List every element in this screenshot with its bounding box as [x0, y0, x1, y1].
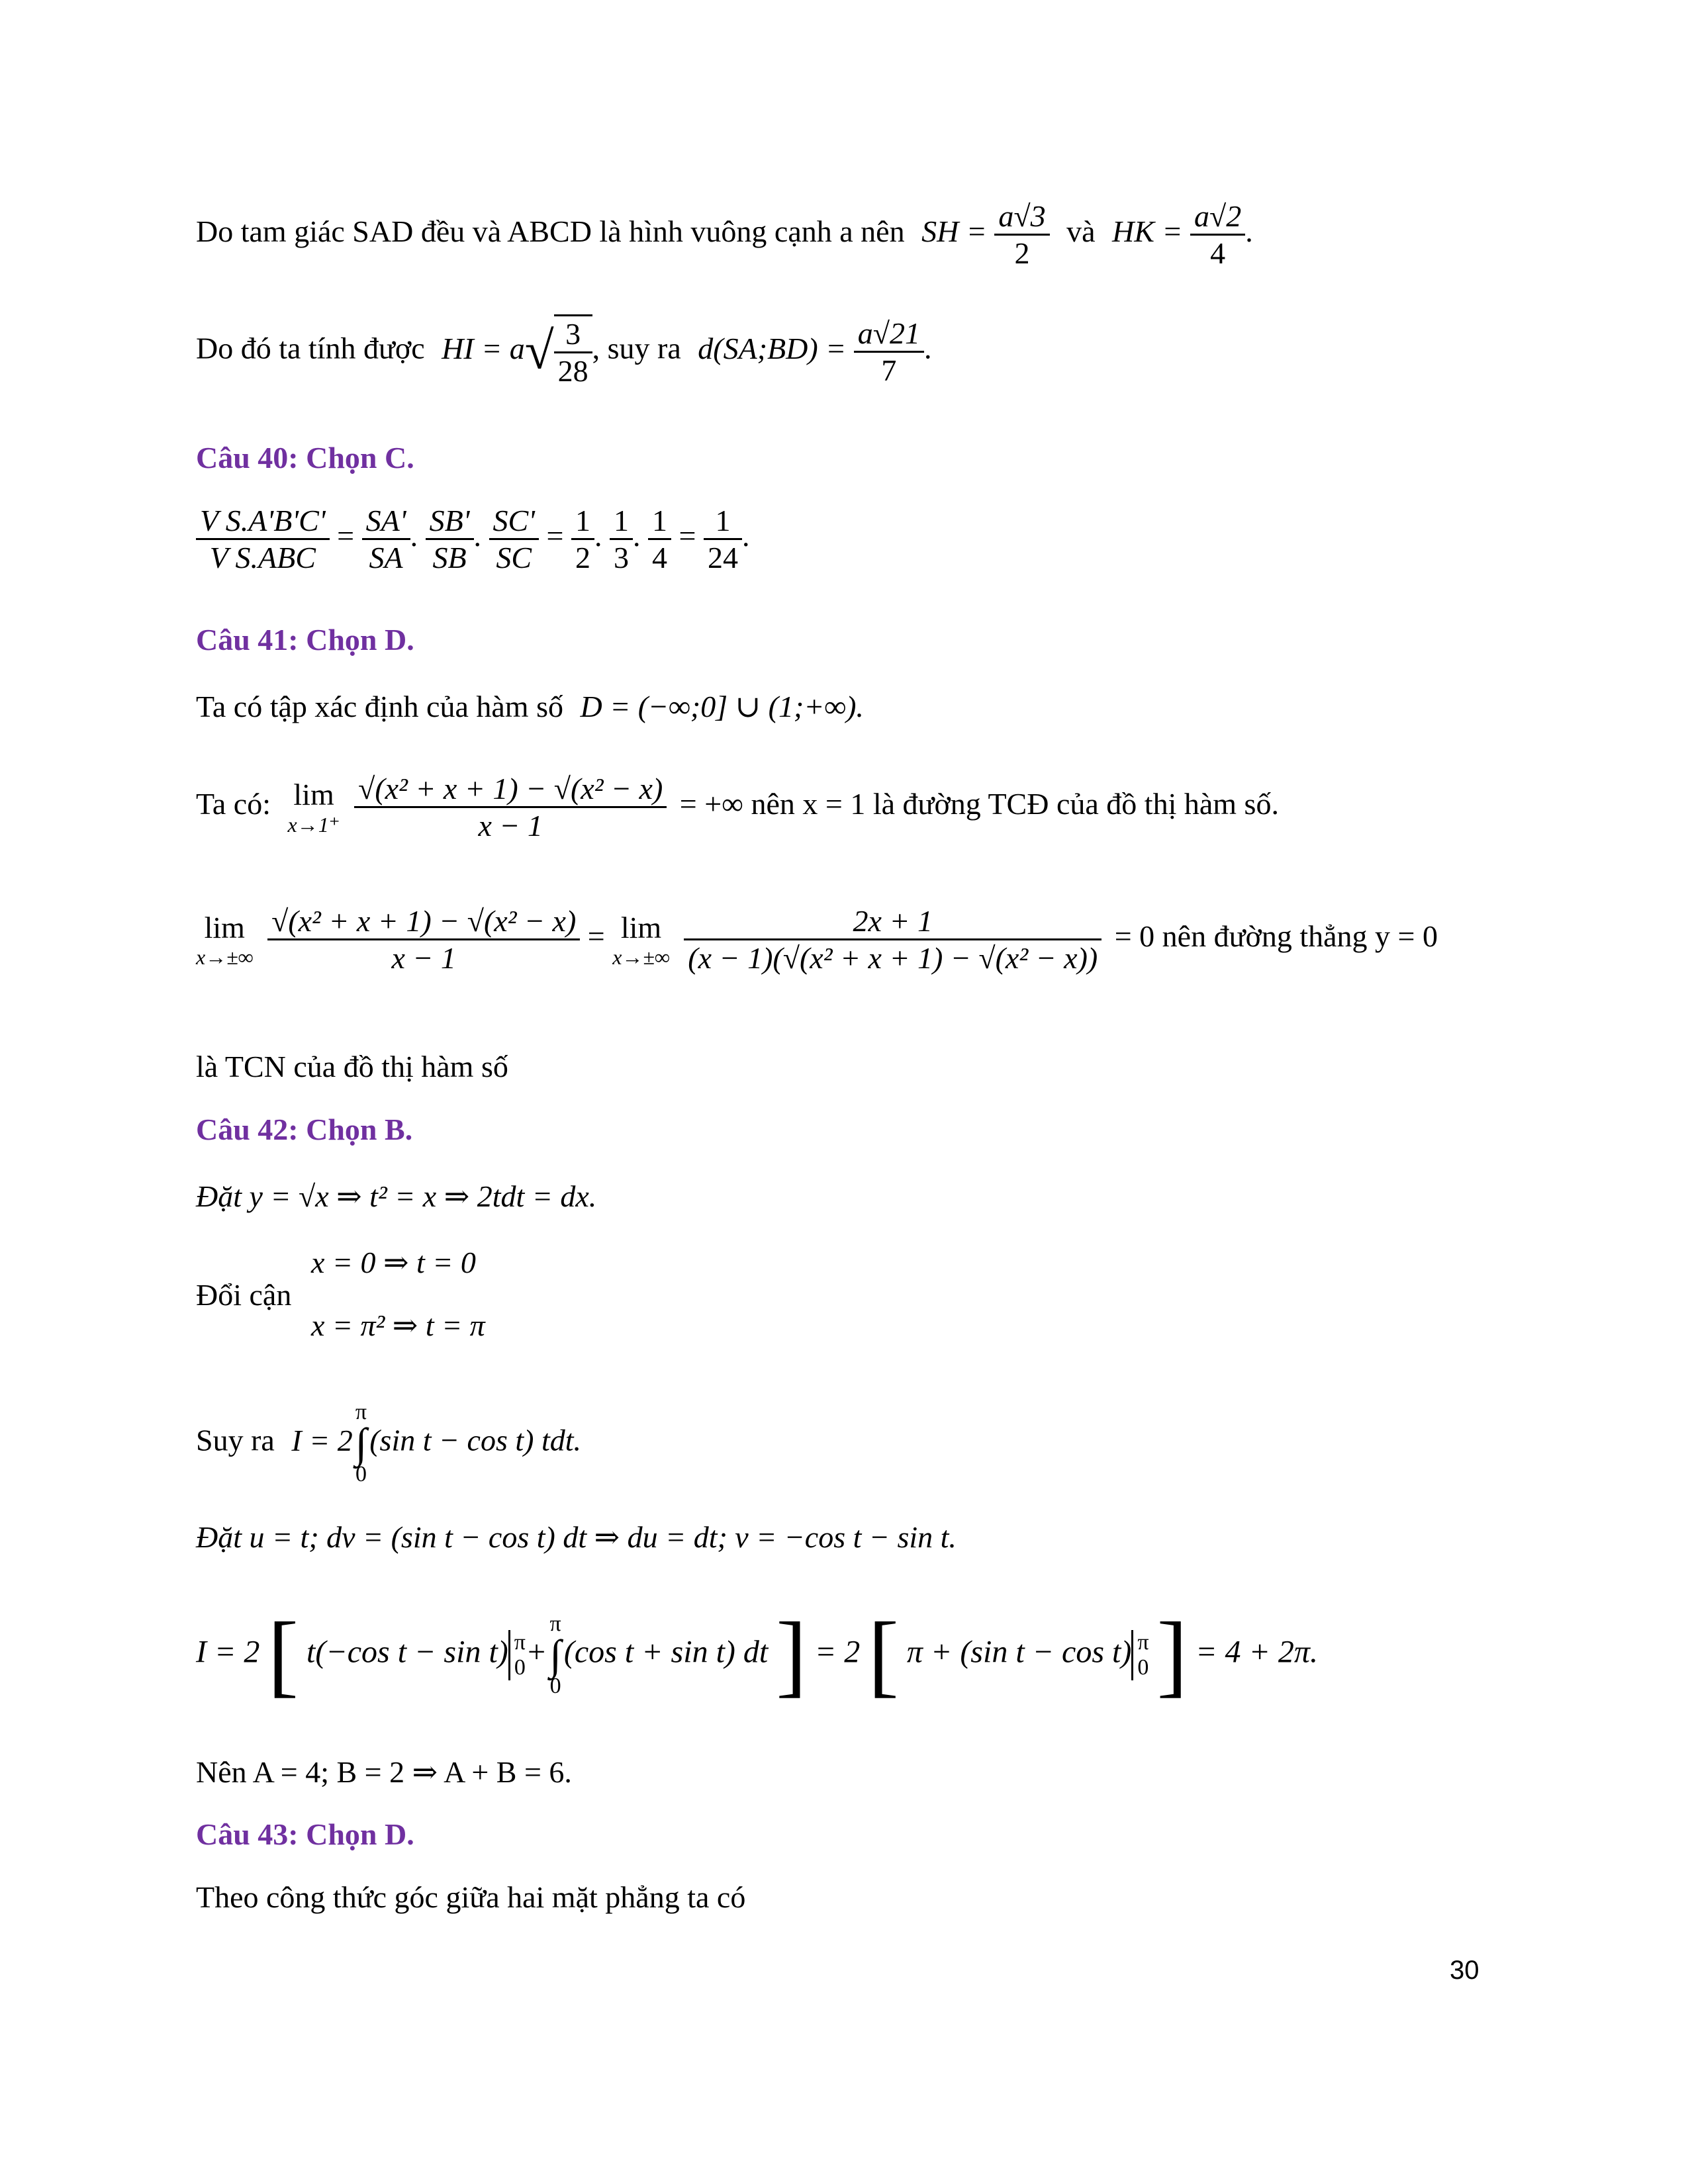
lim2a-den: x − 1 [267, 938, 580, 976]
bracket-close-2: ] [1156, 1604, 1188, 1706]
eval-bar-2 [1131, 1630, 1149, 1680]
page-number: 30 [1450, 1956, 1479, 1985]
third-den: 3 [610, 538, 633, 575]
domain-text: Ta có tập xác định của hàm số [196, 690, 563, 723]
q42-doi-can: Đổi cận [196, 1278, 292, 1312]
big-e: = 2 [814, 1634, 861, 1670]
integral2-symbol: ∫ [549, 1631, 561, 1678]
d-den: 7 [854, 351, 924, 388]
hi-num: 3 [565, 317, 581, 351]
q41-limit-1 [196, 771, 1279, 843]
lim2a-num: √(x² + x + 1) − √(x² − x) [271, 904, 577, 938]
bracket-open-2: [ [868, 1604, 899, 1706]
q40-volume-ratio: $\frac{\text{V S.A'B'C'}}{\text{V S.ABC}}$ = $\frac{SA'}{SA}$ . $\frac{SB'}{SB}$ . $\frac{SC'}{SC}$ = $\frac{1}{2}$ . $\frac{1}{3}$ . $\frac{1}{4}$ = $\frac{1}{24}$ . [196, 503, 749, 575]
eval1-lower: 0 [514, 1655, 526, 1680]
lim2-sub: x→±∞ [196, 944, 254, 969]
p2-line: Do đó ta tính được HI = a√ $\frac{3}{28}$ , suy ra d(SA;BD) = $\frac{a√21}{7}$ . [196, 314, 931, 388]
quarter-num: 1 [651, 504, 667, 537]
ratio-sc [489, 503, 539, 575]
q41-heading: Câu 41: Chọn D. [196, 623, 414, 657]
q41-line3: là TCN của đồ thị hàm số [196, 1050, 508, 1083]
big-f: π + (sin t − cos t) [906, 1634, 1132, 1670]
ratio-sa-num: SA' [365, 504, 406, 537]
q42-can2: x = π² ⇒ t = π [311, 1308, 485, 1342]
lim1-num: √(x² + x + 1) − √(x² − x) [358, 772, 663, 805]
sh-num: a√3 [998, 199, 1046, 233]
integral-upper: π [355, 1400, 367, 1424]
hk-num: a√2 [1194, 199, 1242, 233]
big-g: = 4 + 2π. [1196, 1634, 1318, 1670]
va-word: và [1066, 214, 1096, 249]
d-num: a√21 [857, 316, 920, 350]
big-c: + [525, 1634, 547, 1670]
integral-lower: 0 [355, 1462, 367, 1486]
integral-body: (sin t − cos t) tdt. [369, 1423, 582, 1457]
bracket-open-1: [ [267, 1604, 299, 1706]
q42-suy-ra-line [196, 1400, 581, 1487]
hi-fraction [554, 314, 592, 388]
q42-nen: Nên A = 4; B = 2 ⇒ A + B = 6. [196, 1755, 572, 1789]
line2-suffix: = 0 nên đường thẳng y = 0 [1114, 919, 1438, 954]
q40-heading: Câu 40: Chọn C. [196, 441, 414, 475]
big-d: (cos t + sin t) dt [563, 1634, 769, 1670]
result-num: 1 [715, 504, 731, 537]
third-num: 1 [613, 504, 629, 537]
lim2b-num: 2x + 1 [853, 904, 933, 938]
quarter-den: 4 [648, 538, 671, 575]
hk-fraction [1190, 199, 1245, 271]
lim3-sub: x→±∞ [612, 944, 670, 969]
integral-sign [355, 1400, 367, 1487]
lim2-label: lim [204, 910, 245, 944]
ratio-sb-num: SB' [429, 504, 470, 537]
half-den: 2 [571, 538, 594, 575]
integral-symbol: ∫ [355, 1420, 367, 1467]
q42-dat1: Đặt y = √x ⇒ t² = x ⇒ 2tdt = dx. [196, 1179, 597, 1213]
d-fraction [854, 316, 924, 388]
p1-line: Do tam giác SAD đều và ABCD là hình vuông cạnh a nên SH = $\frac{a√3}{2}$ và HK = $\frac{a√2}{4}$ . [196, 199, 1253, 270]
num-quarter [648, 503, 671, 575]
suy-ra-2: Suy ra [196, 1423, 275, 1457]
q42-big-equation [196, 1602, 1318, 1708]
q42-can1: x = 0 ⇒ t = 0 [311, 1246, 476, 1279]
volume-fraction [196, 503, 330, 575]
q42-dat2: Đặt u = t; dv = (sin t − cos t) dt ⇒ du = dt; v = −cos t − sin t. [196, 1520, 957, 1554]
q41-limit-2: lim x→±∞ $\frac{\text{√(x² + x + 1) − √(x² − x)}}{x - 1}$ = lim x→±∞ $\frac{2x + 1}{\text{(x − 1)(√(x² + x + 1) − √(x² − x))}}$ = 0 nên đường thẳng y = 0 [196, 904, 1438, 975]
integral-lhs: I = 2 [291, 1423, 353, 1457]
q43-heading: Câu 43: Chọn D. [196, 1817, 414, 1851]
lim1-sub: x→1⁺ [287, 813, 340, 837]
half-num: 1 [575, 504, 590, 537]
eval2-lower: 0 [1137, 1655, 1149, 1680]
ratio-sc-num: SC' [492, 504, 536, 537]
suy-ra-1: , suy ra [592, 331, 681, 365]
lim2-fraction-a [267, 903, 580, 976]
lim2-fraction-b [684, 903, 1102, 976]
hk-den: 4 [1190, 234, 1245, 271]
sh-den: 2 [994, 234, 1049, 271]
domain-expr: D = (−∞;0] ∪ (1;+∞). [580, 690, 864, 723]
big-a: I = 2 [196, 1634, 260, 1670]
integral2-upper: π [549, 1611, 561, 1636]
lim1-fraction [354, 771, 667, 843]
ratio-sc-den: SC [489, 538, 539, 575]
eval-bar-1 [508, 1630, 526, 1680]
num-third [610, 503, 633, 575]
d-lhs: d(SA;BD) = [698, 331, 847, 365]
ratio-sb [426, 503, 474, 575]
big-b: t(−cos t − sin t) [306, 1634, 508, 1670]
ratio-sb-den: SB [426, 538, 474, 575]
q42-heading: Câu 42: Chọn B. [196, 1113, 413, 1146]
sh-lhs: SH = [921, 214, 987, 249]
q43-text: Theo công thức góc giữa hai mặt phẳng ta có [196, 1880, 746, 1914]
num-half [571, 503, 594, 575]
p2-text: Do đó ta tính được [196, 331, 425, 365]
ratio-sa-den: SA [362, 538, 410, 575]
lim3-label: lim [620, 910, 662, 944]
hk-lhs: HK = [1112, 214, 1183, 249]
result-den: 24 [704, 538, 742, 575]
eval2-upper: π [1137, 1629, 1149, 1655]
lim1-op [288, 777, 340, 837]
hi-lhs: HI = a [442, 331, 525, 365]
lim3-op [612, 910, 670, 970]
lim2-op [196, 910, 254, 970]
volume-den: V S.ABC [196, 538, 330, 575]
result-fraction [704, 503, 742, 575]
lim1-label: lim [293, 778, 334, 811]
lim1-den: x − 1 [354, 806, 667, 843]
integral2-lower: 0 [549, 1673, 561, 1698]
lim2b-den: (x − 1)(√(x² + x + 1) − √(x² − x)) [684, 938, 1102, 976]
sh-fraction [994, 199, 1049, 271]
hi-den: 28 [554, 351, 592, 388]
ratio-sa [362, 503, 410, 575]
integral-sign-2 [549, 1612, 561, 1699]
volume-num: V S.A'B'C' [200, 504, 326, 537]
bracket-close-1: ] [776, 1604, 807, 1706]
eval1-upper: π [514, 1629, 526, 1655]
q41-domain-line [196, 688, 864, 724]
line1-suffix: = +∞ nên x = 1 là đường TCĐ của đồ thị hàm số. [679, 787, 1279, 821]
line1-prefix: Ta có: [196, 787, 271, 821]
p1-text: Do tam giác SAD đều và ABCD là hình vuông cạnh a nên [196, 214, 905, 249]
